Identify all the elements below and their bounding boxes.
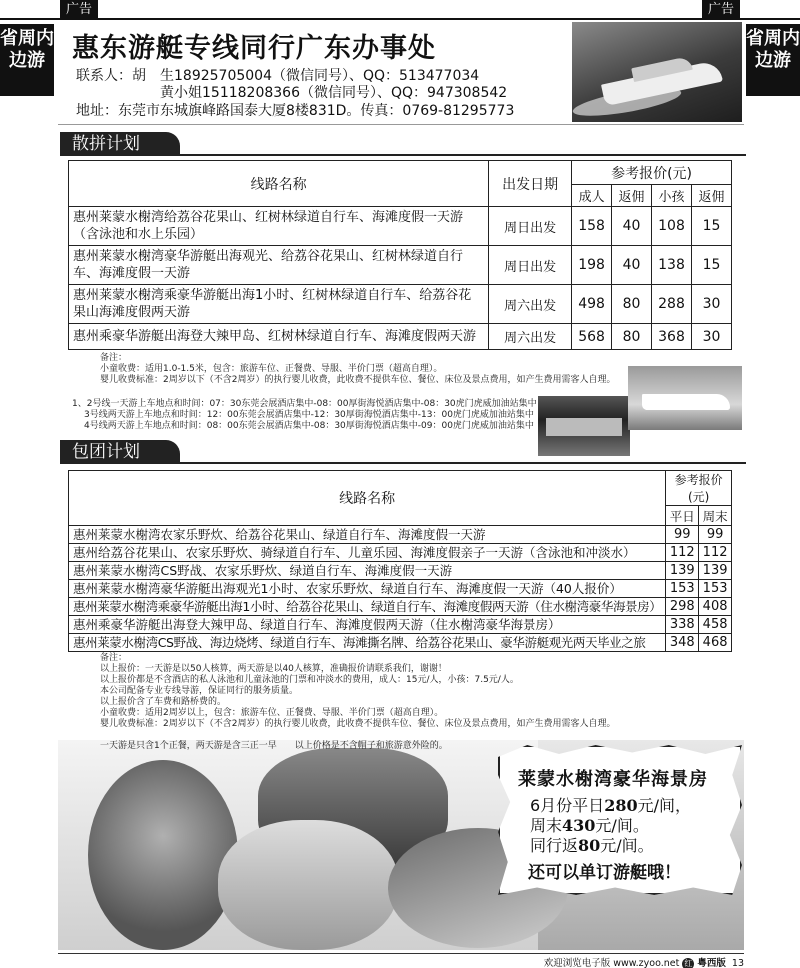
sub-child-header: 小孩 — [652, 185, 692, 207]
price-weekday: 112 — [666, 544, 699, 562]
col-route-header: 线路名称 — [69, 471, 666, 526]
depart-date: 周六出发 — [489, 285, 572, 324]
promo-title: 莱蒙水榭湾豪华海景房 — [518, 769, 708, 790]
table-row — [69, 598, 732, 616]
sub-weekday-header: 平日 — [666, 506, 699, 526]
price-rebate: 40 — [612, 246, 652, 285]
section-line-2 — [60, 462, 746, 464]
price-child: 368 — [652, 324, 692, 350]
note-line: 小童收费：适用1.0-1.5米，包含：旅游车位、正餐费、导服、半价门票（超高自理）。 — [100, 364, 443, 374]
price-weekday: 298 — [666, 598, 699, 616]
red-logo-icon: 红 — [684, 958, 693, 968]
promo-footer: 还可以单订游艇哦！ — [528, 863, 681, 883]
page-number: 13 — [731, 958, 744, 968]
col-date-header: 出发日期 — [489, 161, 572, 207]
route-name: 惠州莱蒙水榭湾CS野战、海边烧烤、绿道自行车、海滩撕名牌、给荔谷花果山、豪华游艇观光两天毕业之旅 — [69, 634, 666, 652]
note-line: 本公司配备专业专线导游，保证同行的服务质量。 — [100, 686, 299, 696]
table-row — [69, 526, 732, 544]
price-rebate2: 15 — [692, 207, 732, 246]
promo-line3-num: 80 — [578, 836, 601, 855]
section-title-group-tour: 散拼计划 — [60, 132, 180, 156]
note-line: 以上报价：一天游是以50人核算，两天游是以40人核算，准确报价请联系我们，谢谢！ — [100, 664, 447, 674]
route-name: 惠州乘豪华游艇出海登大辣甲岛、绿道自行车、海滩度假两天游（住水榭湾豪华海景房） — [69, 616, 666, 634]
col-price-header: 参考报价(元) — [666, 471, 732, 506]
price-rebate: 80 — [612, 324, 652, 350]
promo-line1-num: 280 — [604, 796, 638, 815]
route-name: 惠州给荔谷花果山、农家乐野炊、骑绿道自行车、儿童乐园、海滩度假亲子一天游（含泳池和冲淡水） — [69, 544, 666, 562]
promo-line2-pre: 周末 — [530, 816, 563, 835]
price-weekend: 112 — [699, 544, 732, 562]
price-weekday: 348 — [666, 634, 699, 652]
note-line: 小童收费：适用2周岁以上，包含：旅游车位、正餐费、导服、半价门票（超高自理）。 — [100, 708, 444, 718]
price-rebate: 40 — [612, 207, 652, 246]
price-weekend: 468 — [699, 634, 732, 652]
group-tour-table — [68, 160, 732, 350]
price-adult: 158 — [572, 207, 612, 246]
table-row — [69, 246, 732, 285]
boat-deck-photo — [88, 760, 238, 950]
page-footer — [58, 953, 744, 968]
footer-edition: 粤西版 — [697, 958, 726, 968]
route-name: 惠州莱蒙水榭湾豪华游艇出海观光、给荔谷花果山、红树林绿道自行车、海滩度假一天游 — [69, 246, 489, 285]
price-weekend: 408 — [699, 598, 732, 616]
promo-line3-pre: 同行返 — [530, 836, 579, 855]
note-line: 备注： — [100, 653, 128, 663]
route-name: 惠州莱蒙水榭湾乘豪华游艇出海1小时、给荔谷花果山、绿道自行车、海滩度假两天游（住水榭湾豪华海景房） — [69, 598, 666, 616]
route-name: 惠州莱蒙水榭湾CS野战、农家乐野炊、绿道自行车、海滩度假一天游 — [69, 562, 666, 580]
price-rebate2: 30 — [692, 324, 732, 350]
promo-line2-num: 430 — [562, 816, 596, 835]
price-weekend: 139 — [699, 562, 732, 580]
side-tab-left: 省周内边游 — [0, 24, 54, 96]
note-line: 一天游是只含1个正餐，两天游是含三正一早 以上价格是不含帽子和旅游意外险的。 — [100, 741, 448, 751]
table-row — [69, 285, 732, 324]
yacht-photo-2 — [628, 366, 742, 430]
note-line: 婴儿收费标准：2周岁以下（不含2周岁）的执行婴儿收费，此收费不提供车位、餐位、床位及景点费用，如产生费用需客人自理。 — [100, 719, 616, 729]
table-row — [69, 634, 732, 652]
depart-date: 周日出发 — [489, 207, 572, 246]
col-route-header: 线路名称 — [69, 161, 489, 207]
promo-line-rebate — [530, 833, 654, 856]
price-child: 138 — [652, 246, 692, 285]
address-line: 地址：东莞市东城旗峰路国泰大厦8楼831D。传真：0769-81295773 — [76, 103, 515, 119]
ad-label-right: 广告 — [702, 0, 740, 20]
contact-line-1: 联系人：胡 生18925705004（微信同号）、QQ：513477034 — [76, 68, 480, 84]
price-weekend: 458 — [699, 616, 732, 634]
yacht-photo — [572, 22, 742, 122]
price-child: 108 — [652, 207, 692, 246]
route-name: 惠州莱蒙水榭湾给荔谷花果山、红树林绿道自行车、海滩度假一天游（含泳池和水上乐园） — [69, 207, 489, 246]
table-row — [69, 207, 732, 246]
sub-adult-header: 成人 — [572, 185, 612, 207]
note-line: 婴儿收费标准：2周岁以下（不含2周岁）的执行婴儿收费，此收费不提供车位、餐位、床位及景点费用，如产生费用需客人自理。 — [100, 375, 616, 385]
ad-label-left: 广告 — [60, 0, 98, 20]
price-weekend: 99 — [699, 526, 732, 544]
table-row — [69, 616, 732, 634]
table-row — [69, 324, 732, 350]
sub-rebate2-header: 返佣 — [692, 185, 732, 207]
depart-date: 周六出发 — [489, 324, 572, 350]
sub-weekend-header: 周末 — [699, 506, 732, 526]
section-line-1 — [60, 154, 746, 156]
promo-line1-post: 元/间， — [637, 796, 691, 815]
note-line: 1、2号线一天游上车地点和时间：07：30东莞会展酒店集中-08：00厚街海悦酒店集中-08：30虎门虎威加油站集中 — [72, 399, 537, 409]
table-row — [69, 580, 732, 598]
company-title: 惠东游艇专线同行广东办事处 — [72, 33, 436, 64]
route-name: 惠州莱蒙水榭湾乘豪华游艇出海1小时、红树林绿道自行车、给荔谷花果山海滩度假两天游 — [69, 285, 489, 324]
promo-line2-post: 元/间。 — [595, 816, 649, 835]
promo-line3-post: 元/间。 — [600, 836, 654, 855]
col-price-header: 参考报价(元) — [572, 161, 732, 185]
note-line: 以上报价含了车费和路桥费的。 — [100, 697, 227, 707]
note-line: 4号线两天游上车地点和时间：08：00东莞会展酒店集中-08：30厚街海悦酒店集中-09：00虎门虎威加油站集中 — [84, 421, 534, 431]
footer-site: 欢迎浏览电子版 www.zyoo.net — [543, 958, 680, 968]
price-child: 288 — [652, 285, 692, 324]
depart-date: 周日出发 — [489, 246, 572, 285]
route-name: 惠州莱蒙水榭湾豪华游艇出海观光1小时、农家乐野炊、绿道自行车、海滩度假一天游（40人报价） — [69, 580, 666, 598]
beach-photo — [218, 820, 398, 950]
header-divider — [58, 124, 744, 125]
price-rebate2: 30 — [692, 285, 732, 324]
promo-line1-pre: 6月份平日 — [530, 796, 605, 815]
table-row — [69, 562, 732, 580]
yacht-interior-photo — [538, 396, 630, 456]
top-rule — [0, 18, 800, 20]
table-row — [69, 544, 732, 562]
charter-table — [68, 470, 732, 652]
sub-rebate-header: 返佣 — [612, 185, 652, 207]
price-rebate: 80 — [612, 285, 652, 324]
price-weekday: 99 — [666, 526, 699, 544]
price-weekend: 153 — [699, 580, 732, 598]
price-weekday: 153 — [666, 580, 699, 598]
price-adult: 568 — [572, 324, 612, 350]
section-title-charter: 包团计划 — [60, 440, 180, 464]
ad-header — [60, 22, 572, 122]
note-line: 备注： — [100, 353, 128, 363]
price-weekday: 139 — [666, 562, 699, 580]
footer-rule — [58, 953, 744, 954]
route-name: 惠州莱蒙水榭湾农家乐野炊、给荔谷花果山、绿道自行车、海滩度假一天游 — [69, 526, 666, 544]
contact-line-2: 黄小姐15118208366（微信同号）、QQ：947308542 — [160, 85, 508, 101]
note-line: 以上报价都是不含酒店的私人泳池和儿童泳池的门票和冲淡水的费用，成人：15元/人，小孩：7.5元/人。 — [100, 675, 519, 685]
side-tab-right: 省周内边游 — [746, 24, 800, 96]
route-name: 惠州乘豪华游艇出海登大辣甲岛、红树林绿道自行车、海滩度假两天游 — [69, 324, 489, 350]
price-adult: 498 — [572, 285, 612, 324]
footer-text — [544, 955, 744, 968]
price-adult: 198 — [572, 246, 612, 285]
price-weekday: 338 — [666, 616, 699, 634]
price-rebate2: 15 — [692, 246, 732, 285]
note-line: 3号线两天游上车地点和时间：12：00东莞会展酒店集中-12：30厚街海悦酒店集中-13：00虎门虎威加油站集中 — [84, 410, 534, 420]
